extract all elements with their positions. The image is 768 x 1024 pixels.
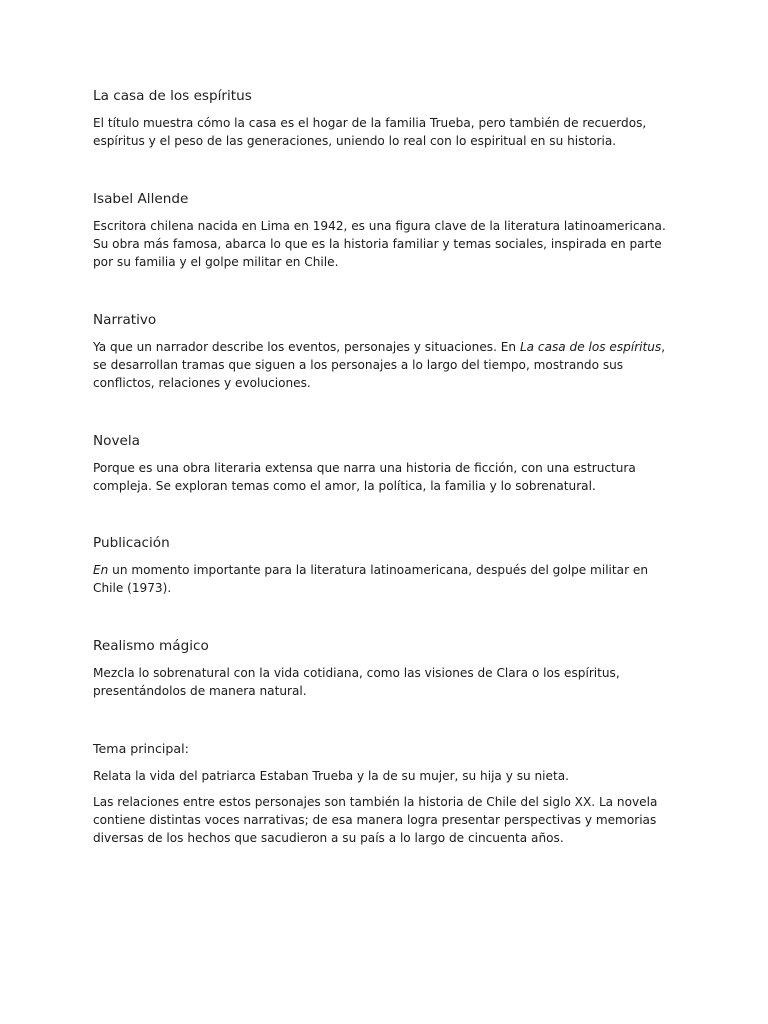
section-paragraph: El título muestra cómo la casa es el hogar de la familia Trueba, pero también de recuerdos, espíritus y el peso de las generaciones, uniendo lo real con lo espiritual en su historia. bbox=[93, 116, 647, 148]
text-run: , se desarrollan tramas que siguen a los personajes a lo largo del tiempo, mostrando sus conflictos, relaciones y evoluciones. bbox=[93, 340, 666, 390]
section-publication bbox=[93, 534, 678, 597]
section-heading: Realismo mágico bbox=[93, 638, 209, 654]
section-author bbox=[93, 190, 678, 271]
section-paragraph: Relata la vida del patriarca Estaban Trueba y la de su mujer, su hija y su nieta. bbox=[93, 769, 569, 783]
section-paragraph: Las relaciones entre estos personajes son también la historia de Chile del siglo XX. La novela contiene distintas voces narrativas; de esa manera logra presentar perspectivas y memorias diversas de los hechos que sacudieron a su país a lo largo de cincuenta años. bbox=[93, 795, 658, 845]
section-novel bbox=[93, 432, 678, 495]
section-paragraph bbox=[93, 561, 678, 597]
section-paragraph: Porque es una obra literaria extensa que narra una historia de ficción, con una estructura compleja. Se exploran temas como el amor, la política, la familia y lo sobrenatural. bbox=[93, 461, 636, 493]
section-paragraph bbox=[93, 338, 678, 392]
section-narrative bbox=[93, 311, 678, 392]
section-title bbox=[93, 87, 678, 150]
section-heading: Isabel Allende bbox=[93, 191, 189, 207]
section-heading: Novela bbox=[93, 433, 141, 449]
italic-title: La casa de los espíritus bbox=[519, 340, 662, 354]
section-heading: La casa de los espíritus bbox=[93, 88, 252, 104]
section-heading: Publicación bbox=[93, 535, 170, 551]
section-magic-realism bbox=[93, 637, 678, 700]
section-heading: Tema principal: bbox=[93, 741, 189, 756]
italic-word: En bbox=[93, 563, 109, 577]
text-run: un momento importante para la literatura latinoamericana, después del golpe militar en Chile (1973). bbox=[93, 563, 648, 595]
section-paragraph: Mezcla lo sobrenatural con la vida cotidiana, como las visiones de Clara o los espíritus, presentándolos de manera natural. bbox=[93, 666, 620, 698]
section-paragraph: Escritora chilena nacida en Lima en 1942, es una figura clave de la literatura latinoamericana. Su obra más famosa, abarca lo que es la historia familiar y temas sociales, inspirada en parte por su familia y el golpe militar en Chile. bbox=[93, 219, 666, 269]
section-heading: Narrativo bbox=[93, 312, 157, 328]
text-run: Ya que un narrador describe los eventos, personajes y situaciones. En bbox=[93, 340, 520, 354]
section-main-theme bbox=[93, 740, 678, 847]
